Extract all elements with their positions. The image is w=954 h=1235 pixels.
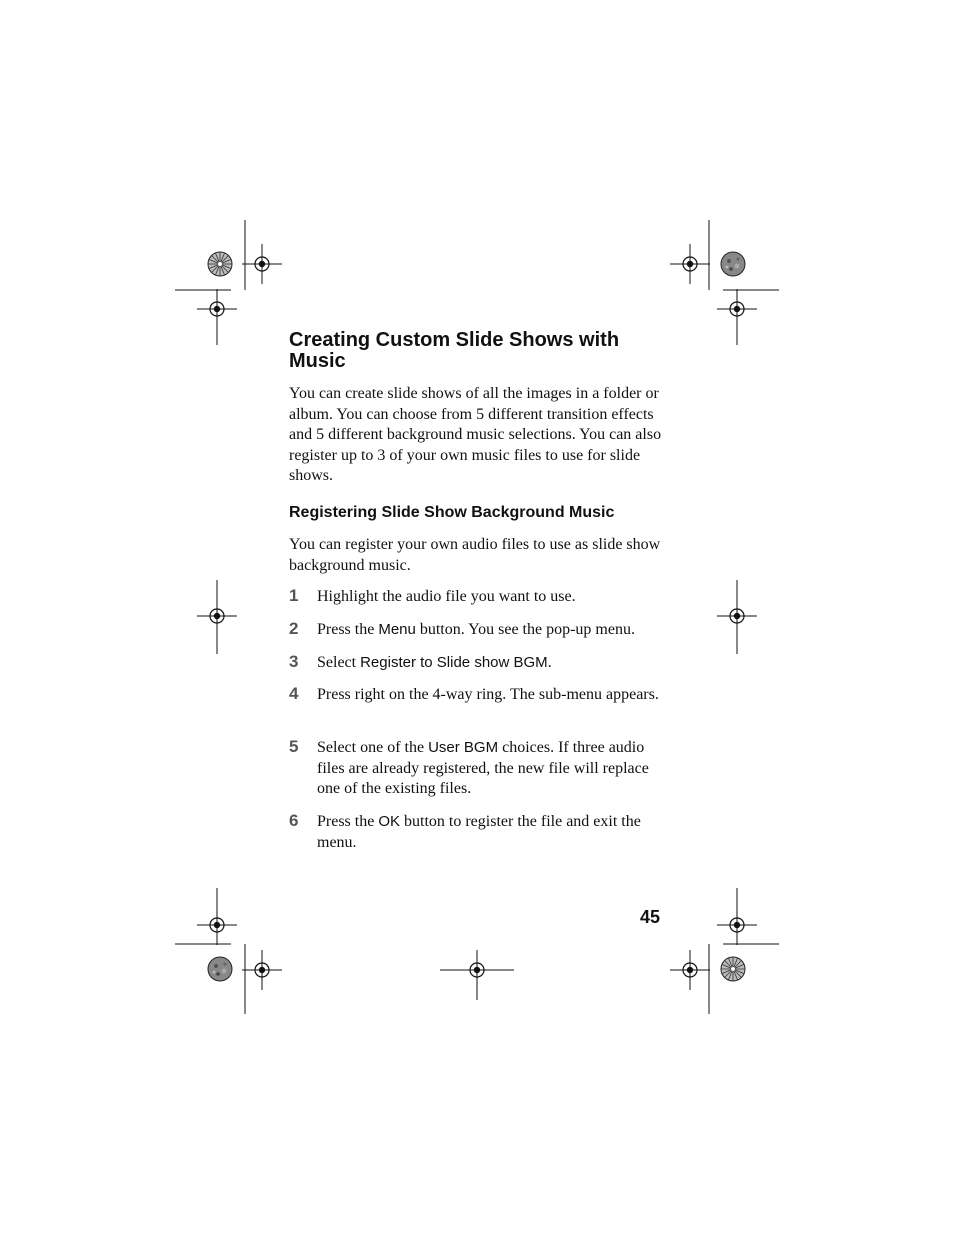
step-text: Press the OK button to register the file and exit the menu. [317, 813, 641, 851]
step-number: 2 [289, 619, 299, 638]
ui-term-register-bgm: Register to Slide show BGM [360, 654, 548, 671]
step-text: Select one of the User BGM choices. If three audio files are already registered, the new file will replace one of the existing files. [317, 739, 649, 797]
ui-term-user-bgm: User BGM [428, 739, 499, 756]
ui-term-menu: Menu [378, 621, 416, 638]
lead-paragraph: You can register your own audio files to use as slide show background music. [289, 536, 661, 574]
page-number: 45 [640, 907, 661, 927]
step-text: Select Register to Slide show BGM. [317, 654, 552, 671]
page-title: Creating Custom Slide Shows with Music [289, 329, 620, 372]
section-heading: Registering Slide Show Background Music [289, 504, 615, 521]
step-text: Press right on the 4-way ring. The sub-menu appears. [317, 686, 659, 703]
step-number: 4 [289, 684, 299, 703]
step-text: Press the Menu button. You see the pop-up menu. [317, 621, 635, 638]
step-text: Highlight the audio file you want to use. [317, 588, 576, 605]
intro-paragraph: You can create slide shows of all the images in a folder or album. You can choose from 5 different transition effects and 5 different background music selections. You can also register up to 3 of your own music files to use for slide shows. [289, 385, 662, 484]
step-number: 1 [289, 586, 299, 605]
step-number: 6 [289, 811, 299, 830]
step-number: 5 [289, 737, 299, 756]
ui-term-ok: OK [378, 813, 401, 830]
step-number: 3 [289, 652, 299, 671]
